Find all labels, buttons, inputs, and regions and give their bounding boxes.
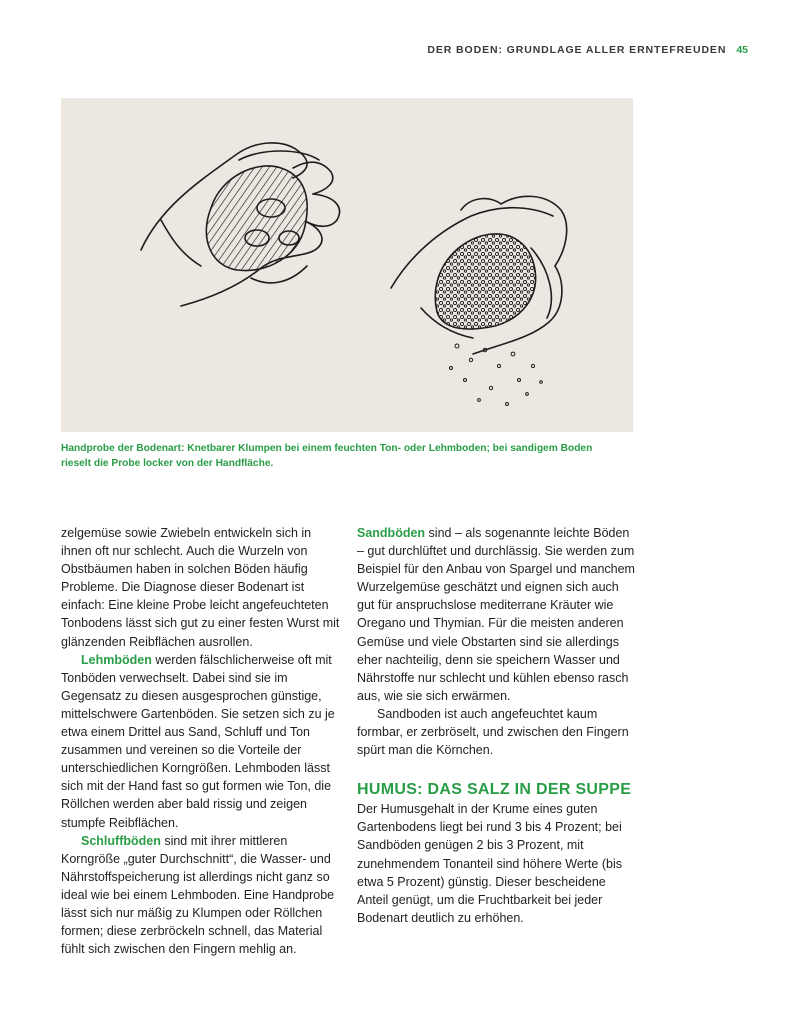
paragraph-clay-conclusion: zelgemüse sowie Zwiebeln entwickeln sich in ihnen oft nur schlecht. Auch die Wurzeln von Obstbäumen haben in solchen Böden häufig Probleme. Die Diagnose dieser Bodenart ist einfach: Eine kleine Probe leicht angefeuchteten Tonbodens lässt sich gut zu einer festen Wurst mit glänzenden Reibflächen ausrollen. — [61, 526, 340, 649]
running-header — [427, 44, 748, 56]
paragraph-loam-text: werden fälschlicherweise oft mit Tonböden verwechselt. Dabei sind sie im Gegensatz zu diesen ausgesprochen günstige, mittelschwere Gartenböden. Sie setzen sich zu je etwa einem Drittel aus Sand, Schluff und Ton zusammen und vereinen so die Vorteile der unterschiedlichen Korngrößen. Lehmboden lässt sich mit der Hand fast so gut formen wie Ton, die Röllchen werden aber bald rissig und zeigen stumpfe Reibflächen. — [61, 652, 335, 830]
paragraph-silt — [61, 832, 341, 959]
paragraph-loam — [61, 651, 341, 832]
paragraph-sand-handtest: Sandboden ist auch angefeuchtet kaum formbar, er zerbröselt, und zwischen den Fingern spürt man die Körnchen. — [357, 706, 629, 758]
page-number: 45 — [736, 44, 748, 56]
section-heading-humus: HUMUS: DAS SALZ IN DER SUPPE — [357, 781, 632, 799]
paragraph-sand — [357, 524, 639, 705]
right-column — [357, 524, 639, 927]
paragraph-silt-text: sind mit ihrer mittleren Korngröße „guter Durchschnitt“, die Wasser- und Nährstoffspeicherung ist allerdings nicht ganz so ideal wie bei einem Lehmboden. Eine Handprobe lässt sich nur mäßig zu Klumpen oder Röllchen formen; diese zerbröckeln schnell, das Material fühlt sich zwischen den Fingern mehlig an. — [61, 833, 335, 957]
figure-caption: Handprobe der Bodenart: Knetbarer Klumpen bei einem feuchten Ton- oder Lehmboden; bei sandigem Boden rieselt die Probe locker von der Handfläche. — [61, 443, 593, 469]
term-lehmboeden: Lehmböden — [81, 652, 152, 667]
left-column — [61, 524, 341, 958]
soil-hand-test-illustration — [61, 98, 633, 432]
paragraph-humus: Der Humusgehalt in der Krume eines guten Gartenbodens liegt bei rund 3 bis 4 Prozent; bei Sandböden genügen 2 bis 3 Prozent, mit zunehmendem Tonanteil sind höhere Werte (bis etwa 5 Prozent) günstig. Dieser bescheidene Anteil genügt, um die Fruchtbarkeit bei jeder Bodenart deutlich zu erhöhen. — [357, 802, 622, 925]
term-schluffboeden: Schluffböden — [81, 833, 161, 848]
paragraph-sand-text: sind – als sogenannte leichte Böden – gut durchlüftet und durchlässig. Sie werden zum Beispiel für den Anbau von Spargel und manchem Wurzelgemüse geschätzt und eignen sich auch gut für anspruchslose mediterrane Kräuter wie Oregano und Thymian. Für die meisten anderen Gemüse und viele Obstarten sind sie allerdings eher nachteilig, denn sie speichern Wasser und Nährstoffe nur schlecht und kühlen ebenso rasch aus, wie sie sich erwärmen. — [357, 526, 635, 703]
running-title: DER BODEN: GRUNDLAGE ALLER ERNTEFREUDEN — [427, 44, 727, 56]
term-sandboeden: Sandböden — [357, 526, 426, 540]
